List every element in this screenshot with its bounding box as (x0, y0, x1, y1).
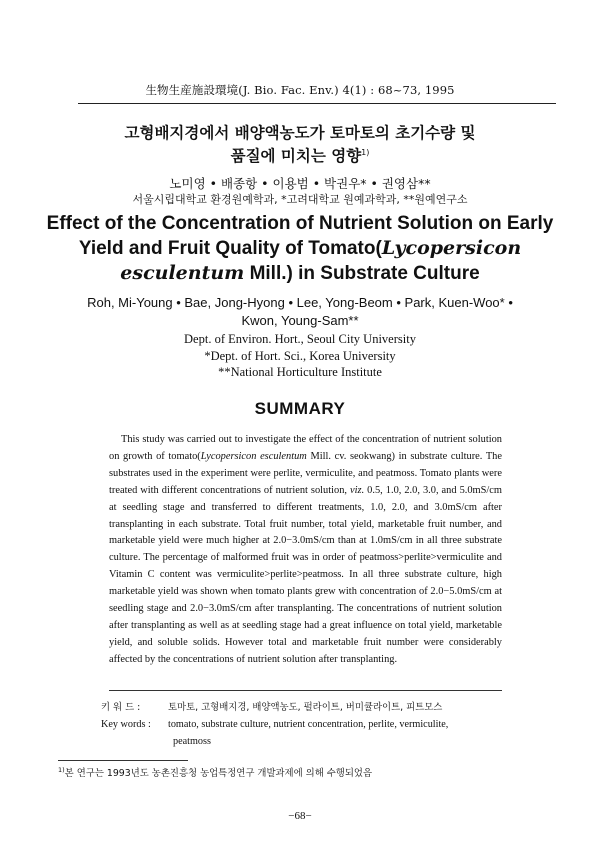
english-authors (40, 294, 560, 330)
affiliation-1: Dept. of Environ. Hort., Seoul City University (184, 332, 416, 346)
korean-keywords (101, 699, 521, 713)
page-number: −68− (288, 810, 312, 822)
english-keywords (101, 716, 521, 750)
english-title-part1: Effect of the Concentration of Nutrient Solution on Early Yield and Fruit Quality of Tomato( (46, 213, 554, 259)
english-title-species: Lycopersicon esculentum (120, 237, 522, 284)
english-title (40, 212, 560, 286)
english-keywords-values-cont: peatmoss (173, 736, 211, 747)
header-rule (78, 103, 556, 104)
title-footnote-mark: 1) (361, 148, 370, 157)
footnote-text: 본 연구는 1993년도 농촌진흥청 농업특정연구 개발과제에 의해 수행되었음 (64, 768, 373, 779)
summary-text-2: Mill. cv. seokwang) in substrate culture. The substrates used in the experiment were perlite, vermiculite, and peatmoss. Tomato plants were treated with different concentrations of nutrient solution, (109, 450, 502, 496)
footnote (58, 765, 372, 779)
summary-body (109, 432, 502, 669)
keywords-rule (109, 690, 502, 691)
summary-text-3: 0.5, 1.0, 2.0, 3.0, and 5.0mS/cm at seedling stage and transferred to different treatments, 1.0, 2.0, and 3.0mS/cm after transplanting in each substrate. Total fruit number, total yield, marketable fruit number, and marketable yield were much higher at 2.0−3.0mS/cm than at 1.0mS/cm in all three substrate culture. The percentage of malformed fruit was in order of peatmoss>perlite>vermiculite and Vitamin C content was vermiculite>perlite>peatmoss. In all three substrate culture, high marketable yield was shown when tomato plants grew with concentration of 2.0−5.0mS/cm at seedling stage and 2.0−3.0mS/cm after transplanting. The concentrations of nutrient solution after transplanting as well as at seedling stage had a great influence on total yield, marketable yield, and soluble solids. However total and marketable fruit number were considerably affected by the concentrations of nutrient solution after transplanting. (109, 484, 502, 665)
english-title-part2: Mill.) in Substrate Culture (249, 263, 480, 284)
korean-keywords-label: 키 워 드 : (101, 702, 141, 713)
korean-title-line1: 고형배지경에서 배양액농도가 토마토의 초기수량 및 (124, 124, 476, 142)
summary-heading: SUMMARY (254, 399, 346, 418)
korean-title-line2: 품질에 미치는 영향 (230, 147, 362, 165)
footnote-rule (58, 760, 188, 761)
running-header: 生物生産施設環境(J. Bio. Fac. Env.) 4(1) : 68~73, 1995 (145, 83, 455, 97)
korean-authors: 노미영 • 배종항 • 이용범 • 박권우* • 권영삼** (169, 176, 431, 191)
summary-viz: viz. (350, 484, 365, 496)
english-keywords-label: Key words : (101, 719, 151, 730)
korean-title (0, 123, 600, 166)
english-authors-line1: Roh, Mi-Young • Bae, Jong-Hyong • Lee, Yong-Beom • Park, Kuen-Woo* • (87, 295, 513, 310)
affiliation-3: **National Horticulture Institute (218, 365, 382, 379)
english-affiliations (0, 331, 600, 381)
korean-keywords-values: 토마토, 고형배지경, 배양액농도, 펄라이트, 버미큘라이트, 피트모스 (168, 702, 443, 713)
footnote-mark: 1) (58, 766, 65, 774)
english-keywords-values: tomato, substrate culture, nutrient concentration, perlite, vermiculite, (168, 719, 449, 730)
korean-affiliations: 서울시립대학교 환경원예학과, *고려대학교 원예과학과, **원예연구소 (132, 193, 468, 206)
summary-species: Lycopersicon esculentum (200, 450, 307, 462)
english-authors-line2: Kwon, Young-Sam** (241, 313, 359, 328)
summary-text-1: This study was carried out to investigate the effect of the concentration of nutrient solution on growth of tomato( (109, 434, 502, 462)
affiliation-2: *Dept. of Hort. Sci., Korea University (204, 348, 396, 363)
